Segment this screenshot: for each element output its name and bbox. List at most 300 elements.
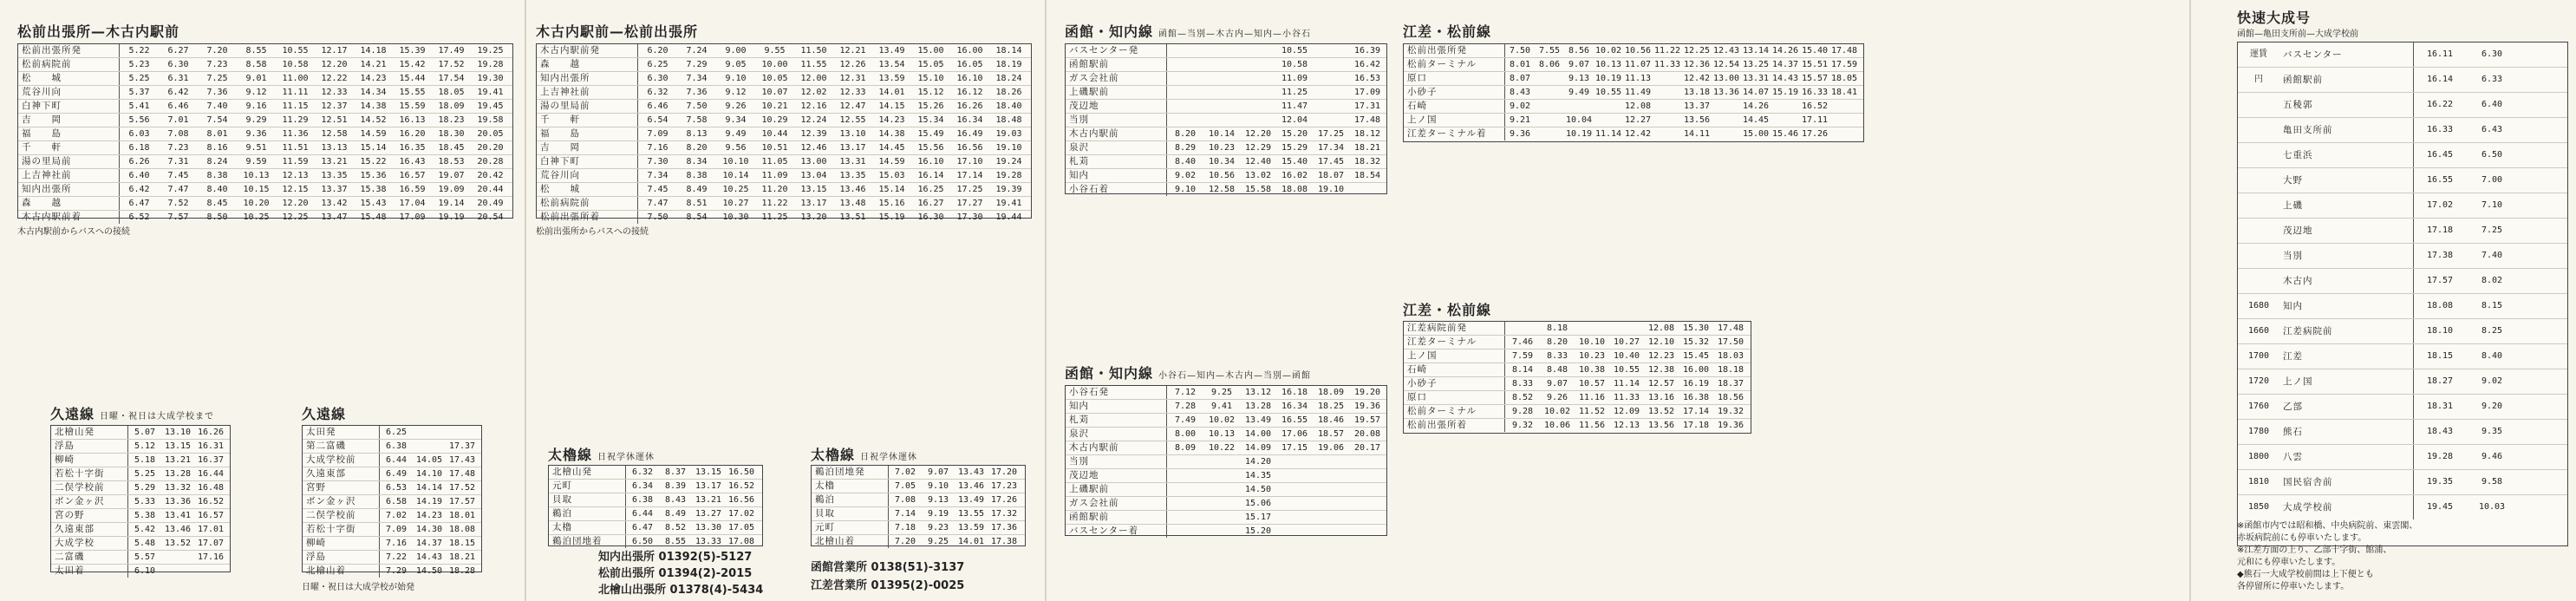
table-row (51, 523, 230, 537)
time-cell: 16.52 (197, 497, 225, 506)
station-name: 北檜山着 (303, 565, 380, 578)
time-cell: 14.38 (360, 101, 387, 111)
time-cell: 15.19 (1771, 88, 1799, 97)
station-name: 松前ターミナル (1404, 58, 1505, 71)
table-row (2238, 369, 2567, 395)
time-cell: 20.05 (477, 129, 504, 139)
table-row (537, 183, 1031, 197)
time-cell: 16.05 (956, 60, 983, 69)
time-cell: 5.57 (134, 552, 156, 562)
time-cell: 14.30 (415, 525, 443, 534)
time-cell: 8.33 (1546, 351, 1568, 361)
time-cell: 7.50 (647, 212, 668, 222)
time-cell: 7.24 (686, 46, 708, 56)
table-row (1066, 86, 1386, 100)
time-cell (1240, 58, 1276, 71)
time-cell: 6.38 (385, 441, 408, 451)
table-row (1066, 386, 1386, 400)
time-cell: 17.52 (438, 60, 465, 69)
station-name: 鵜泊団地発 (812, 466, 889, 479)
express-note: ◆熊石一大成学校前間は上下便とも (2237, 570, 2374, 579)
time-cell: 15.22 (360, 157, 387, 167)
station-name: 浮島 (51, 440, 128, 453)
table-row (1066, 183, 1386, 196)
time-cell: 7.16 (647, 143, 668, 153)
time-cell: 9.07 (1568, 60, 1590, 69)
time-cell: 19.35 (2426, 477, 2454, 487)
time-cell: 7.23 (167, 143, 189, 153)
time-cell (1167, 497, 1203, 510)
time-cell: 13.56 (1647, 421, 1675, 430)
time-cell: 8.51 (686, 199, 708, 208)
time-cell: 8.52 (1511, 393, 1534, 402)
table-row (18, 127, 512, 141)
time-cell: 7.00 (2481, 175, 2503, 185)
time-cell: 11.36 (282, 129, 309, 139)
time-cell: 16.43 (399, 157, 426, 167)
time-cell: 6.27 (167, 46, 189, 56)
table-row (1404, 72, 1863, 86)
time-cell: 8.01 (206, 129, 228, 139)
time-cell: 13.16 (1647, 393, 1675, 402)
table-row (2238, 269, 2567, 294)
time-cell: 10.13 (1208, 429, 1236, 439)
time-cell: 9.21 (1509, 115, 1531, 125)
time-cell: 11.09 (1281, 74, 1308, 83)
time-cell: 6.30 (167, 60, 189, 69)
time-cell: 10.15 (243, 185, 270, 194)
time-cell: 18.46 (1317, 415, 1345, 425)
station-name: 元町 (549, 480, 626, 493)
time-cell: 13.12 (1244, 388, 1272, 397)
time-cell: 6.30 (2481, 49, 2503, 59)
time-cell: 8.58 (245, 60, 267, 69)
time-cell: 11.51 (282, 143, 309, 153)
esashi2-title: 江差・松前線 (1403, 302, 1492, 318)
time-cell: 15.34 (917, 115, 944, 125)
time-cell: 7.52 (167, 199, 189, 208)
time-cell: 5.22 (128, 46, 150, 56)
station-name: 宮野 (303, 481, 380, 494)
time-cell: 7.25 (206, 74, 228, 83)
time-cell (1203, 497, 1240, 510)
station-name: バスセンター発 (1066, 44, 1167, 57)
time-cell: 10.06 (1543, 421, 1571, 430)
table-row (18, 197, 512, 211)
time-cell: 12.58 (1208, 185, 1236, 194)
time-cell: 17.48 (1830, 46, 1858, 56)
time-cell: 15.49 (917, 129, 944, 139)
time-cell: 12.21 (839, 46, 866, 56)
time-cell: 10.38 (1578, 365, 1606, 375)
station-name: 上磯駅前 (1066, 483, 1167, 496)
time-cell: 7.02 (894, 467, 916, 477)
time-cell: 8.29 (1174, 143, 1197, 153)
time-cell (1203, 100, 1240, 113)
time-cell: 13.59 (878, 74, 905, 83)
time-cell: 6.18 (128, 143, 150, 153)
time-cell: 19.41 (995, 199, 1022, 208)
time-cell: 16.49 (956, 129, 983, 139)
time-cell: 7.34 (686, 74, 708, 83)
time-cell: 12.33 (321, 88, 348, 97)
time-cell: 13.41 (164, 511, 192, 520)
time-cell: 13.42 (321, 199, 348, 208)
station-name: 亀田支所前 (2279, 118, 2414, 142)
express-note: 元和にも停車いたします。 (2237, 558, 2341, 567)
station-name: 第二富磯 (303, 440, 380, 453)
station-name: 貝取 (549, 493, 626, 506)
time-cell: 8.40 (1174, 157, 1197, 167)
table-row (18, 114, 512, 127)
station-name: 若松十字街 (303, 523, 380, 536)
station-name: 小砂子 (1404, 377, 1505, 390)
time-cell: 13.27 (695, 509, 722, 519)
time-cell: 15.55 (399, 88, 426, 97)
time-cell: 18.57 (1317, 429, 1345, 439)
time-cell: 19.20 (1353, 388, 1381, 397)
time-cell: 17.31 (1353, 101, 1381, 111)
station-name: 貝取 (812, 507, 889, 520)
time-cell: 20.44 (477, 185, 504, 194)
time-cell: 18.09 (438, 101, 465, 111)
station-name: 石崎 (1404, 363, 1505, 376)
time-cell: 12.42 (1683, 74, 1711, 83)
fare-cell: 運賃 (2250, 49, 2267, 59)
taiheki1-table (548, 465, 763, 546)
table-row (303, 454, 481, 467)
time-cell (1167, 100, 1203, 113)
fare-cell: 1680 (2247, 301, 2270, 310)
time-cell: 8.20 (1546, 337, 1568, 347)
time-cell: 6.26 (128, 157, 150, 167)
station-name: ガス会社前 (1066, 497, 1167, 510)
time-cell: 20.49 (477, 199, 504, 208)
time-cell: 16.34 (1281, 402, 1308, 411)
time-cell: 12.00 (800, 74, 827, 83)
esashi1-table (1403, 43, 1864, 142)
station-name: 松前出張所着 (537, 211, 638, 224)
time-cell (1313, 114, 1349, 127)
time-cell (1712, 100, 1741, 113)
time-cell: 16.20 (399, 129, 426, 139)
time-cell (1203, 72, 1240, 85)
table-row (1066, 525, 1386, 538)
time-cell: 8.14 (1511, 365, 1534, 375)
time-cell: 17.54 (438, 74, 465, 83)
divider (2189, 0, 2191, 601)
time-cell: 6.32 (647, 88, 668, 97)
time-cell: 16.35 (399, 143, 426, 153)
station-name: 福 島 (18, 127, 120, 140)
time-cell: 7.47 (647, 199, 668, 208)
express-subtitle: 函館—亀田支所前—大成学校前 (2237, 29, 2358, 39)
time-cell: 12.36 (1683, 60, 1711, 69)
time-cell: 11.05 (761, 157, 788, 167)
time-cell: 9.02 (1174, 171, 1197, 180)
time-cell: 10.13 (243, 171, 270, 180)
fare-cell: 1660 (2247, 326, 2270, 336)
time-cell: 19.10 (995, 143, 1022, 153)
time-cell: 13.25 (1742, 60, 1770, 69)
time-cell (1240, 44, 1276, 57)
time-cell: 7.45 (167, 171, 189, 180)
table-row (18, 169, 512, 183)
time-cell: 10.58 (282, 60, 309, 69)
time-cell: 19.30 (477, 74, 504, 83)
time-cell: 11.25 (761, 212, 788, 222)
time-cell: 19.03 (995, 129, 1022, 139)
time-cell: 12.27 (1624, 115, 1652, 125)
time-cell: 10.19 (1595, 74, 1622, 83)
time-cell: 18.45 (438, 143, 465, 153)
time-cell: 11.00 (282, 74, 309, 83)
time-cell: 16.33 (1801, 88, 1829, 97)
time-cell: 13.52 (1647, 407, 1675, 416)
time-cell: 14.50 (415, 566, 443, 576)
time-cell: 18.08 (2426, 301, 2454, 310)
time-cell: 5.25 (128, 74, 150, 83)
time-cell: 18.14 (995, 46, 1022, 56)
time-cell: 16.22 (2426, 100, 2454, 109)
time-cell (1313, 469, 1349, 482)
time-cell: 15.36 (360, 171, 387, 180)
time-cell: 6.46 (647, 101, 668, 111)
time-cell: 16.44 (197, 469, 225, 479)
station-name: 白神下町 (537, 155, 638, 168)
time-cell (1203, 469, 1240, 482)
time-cell: 14.37 (415, 539, 443, 548)
time-cell: 8.25 (2481, 326, 2503, 336)
time-cell: 18.32 (1353, 157, 1381, 167)
time-cell: 19.07 (438, 171, 465, 180)
time-cell: 7.40 (206, 101, 228, 111)
station-name: 函館駅前 (2279, 68, 2414, 92)
express-title: 快速大成号 (2237, 10, 2312, 26)
station-name: 江差病院前 (2279, 319, 2414, 343)
time-cell: 8.45 (206, 199, 228, 208)
table-row (1404, 127, 1863, 140)
time-cell: 7.23 (206, 60, 228, 69)
time-cell: 20.54 (477, 212, 504, 222)
time-cell: 12.09 (1613, 407, 1640, 416)
time-cell: 7.31 (167, 157, 189, 167)
station-name: 松前出張所発 (1404, 44, 1505, 57)
table-row (1066, 469, 1386, 483)
time-cell: 17.30 (956, 212, 983, 222)
station-name: 久遠東部 (303, 467, 380, 480)
table-row (1404, 363, 1751, 377)
time-cell: 13.49 (1244, 415, 1272, 425)
time-cell: 16.33 (2426, 125, 2454, 134)
time-cell: 10.55 (1595, 88, 1622, 97)
table-row (51, 481, 230, 495)
esashi1-title: 江差・松前線 (1403, 23, 1492, 40)
time-cell: 17.02 (727, 509, 755, 519)
time-cell: 13.10 (839, 129, 866, 139)
time-cell: 6.53 (385, 483, 408, 493)
time-cell: 13.00 (800, 157, 827, 167)
time-cell: 9.02 (2481, 376, 2503, 386)
time-cell: 17.18 (2426, 225, 2454, 235)
time-cell: 14.37 (1771, 60, 1799, 69)
time-cell (1203, 86, 1240, 99)
table-row (303, 509, 481, 523)
time-cell: 15.40 (1281, 157, 1308, 167)
time-cell: 13.28 (1244, 402, 1272, 411)
time-cell (1594, 114, 1623, 127)
fare-cell: 1810 (2247, 477, 2270, 487)
time-cell: 9.41 (1210, 402, 1233, 411)
panel1-table (17, 43, 513, 222)
table-row (537, 127, 1031, 141)
station-name: ガス会社前 (1066, 72, 1167, 85)
table-row (812, 466, 1025, 480)
table-row (812, 480, 1025, 493)
station-name: 江差ターミナル (1404, 336, 1505, 349)
time-cell (1276, 455, 1313, 468)
time-cell (1276, 469, 1313, 482)
time-cell: 15.38 (360, 185, 387, 194)
time-cell: 10.57 (1578, 379, 1606, 389)
time-cell (1203, 511, 1240, 524)
time-cell: 15.32 (1682, 337, 1710, 347)
time-cell: 8.49 (686, 185, 708, 194)
time-cell: 11.16 (1578, 393, 1606, 402)
time-cell: 10.21 (761, 101, 788, 111)
station-name: 荒谷川向 (537, 169, 638, 182)
table-row (1066, 483, 1386, 497)
table-row (51, 551, 230, 565)
station-name: 当別 (1066, 455, 1167, 468)
time-cell (1653, 127, 1682, 140)
time-cell: 9.28 (1511, 407, 1534, 416)
time-cell: 13.43 (957, 467, 985, 477)
time-cell: 8.43 (664, 495, 687, 505)
table-row (1404, 391, 1751, 405)
time-cell (1771, 100, 1800, 113)
time-cell: 15.42 (399, 60, 426, 69)
time-cell: 19.28 (995, 171, 1022, 180)
time-cell: 16.55 (1281, 415, 1308, 425)
time-cell: 16.53 (1353, 74, 1381, 83)
time-cell: 15.00 (917, 46, 944, 56)
time-cell: 7.20 (206, 46, 228, 56)
fare-cell: 1720 (2247, 376, 2270, 386)
time-cell: 5.48 (134, 539, 156, 548)
station-name: 上ノ国 (2279, 369, 2414, 394)
express-note: ※江差方面の上り、乙部十字街、館浦、 (2237, 545, 2392, 555)
time-cell: 19.57 (1353, 415, 1381, 425)
time-cell: 15.03 (878, 171, 905, 180)
time-cell: 6.44 (631, 509, 654, 519)
table-row (2238, 42, 2567, 68)
table-row (1404, 349, 1751, 363)
time-cell: 10.10 (722, 157, 749, 167)
time-cell: 9.35 (2481, 427, 2503, 436)
time-cell: 13.04 (800, 171, 827, 180)
time-cell: 8.56 (1568, 46, 1590, 56)
time-cell (446, 426, 479, 439)
time-cell: 12.26 (839, 60, 866, 69)
time-cell: 17.25 (956, 185, 983, 194)
table-row (1066, 155, 1386, 169)
time-cell: 13.48 (839, 199, 866, 208)
station-name: 五稜郭 (2279, 93, 2414, 117)
station-name: 茂辺地 (1066, 469, 1167, 482)
time-cell: 11.07 (1624, 60, 1652, 69)
time-cell: 15.05 (917, 60, 944, 69)
table-row (303, 537, 481, 551)
station-name: 小砂子 (1404, 86, 1505, 99)
time-cell: 9.23 (927, 523, 949, 532)
time-cell: 5.07 (134, 428, 156, 437)
time-cell: 8.43 (1509, 88, 1531, 97)
time-cell (1313, 455, 1349, 468)
time-cell: 13.02 (1244, 171, 1272, 180)
time-cell (1276, 497, 1313, 510)
time-cell: 15.59 (399, 101, 426, 111)
time-cell (1167, 469, 1203, 482)
time-cell: 18.48 (995, 115, 1022, 125)
station-name: 茂辺地 (1066, 100, 1167, 113)
station-name: 白神下町 (18, 100, 120, 113)
table-row (537, 44, 1031, 58)
time-cell: 17.38 (990, 537, 1018, 546)
time-cell: 6.52 (128, 212, 150, 222)
time-cell (1167, 511, 1203, 524)
time-cell: 8.15 (2481, 301, 2503, 310)
time-cell: 12.58 (321, 129, 348, 139)
time-cell: 9.34 (725, 115, 747, 125)
station-name: 湯の里局前 (537, 100, 638, 113)
time-cell: 18.41 (1830, 88, 1858, 97)
kuon1-table (50, 425, 231, 576)
taiheki1-title: 太櫓線 日祝学休運休 (548, 447, 655, 463)
time-cell: 19.58 (477, 115, 504, 125)
time-cell: 5.18 (134, 455, 156, 465)
time-cell (1313, 497, 1349, 510)
time-cell: 13.20 (800, 212, 827, 222)
station-name: 福 島 (537, 127, 638, 140)
time-cell: 19.28 (2426, 452, 2454, 461)
station-name: 知内 (2279, 294, 2414, 318)
time-cell: 9.19 (927, 509, 949, 519)
time-cell: 14.43 (415, 552, 443, 562)
station-name: 茂辺地 (2279, 219, 2414, 243)
time-cell (1712, 114, 1741, 127)
time-cell: 10.02 (1208, 415, 1236, 425)
time-cell: 17.48 (448, 469, 476, 479)
time-cell: 9.59 (245, 157, 267, 167)
panel3a-table (1065, 43, 1387, 194)
time-cell: 14.20 (1244, 457, 1272, 467)
time-cell: 20.20 (477, 143, 504, 153)
time-cell: 8.20 (1174, 129, 1197, 139)
table-row (1404, 336, 1751, 349)
time-cell: 20.17 (1353, 443, 1381, 453)
time-cell (1313, 72, 1349, 85)
station-name: 木古内駅前着 (18, 211, 120, 224)
time-cell: 18.40 (995, 101, 1022, 111)
time-cell: 18.10 (2426, 326, 2454, 336)
time-cell: 8.37 (664, 467, 687, 477)
table-row (1066, 511, 1386, 525)
time-cell: 15.48 (360, 212, 387, 222)
station-name: 札苅 (1066, 155, 1167, 168)
fare-cell: 1780 (2247, 427, 2270, 436)
time-cell: 11.33 (1613, 393, 1640, 402)
